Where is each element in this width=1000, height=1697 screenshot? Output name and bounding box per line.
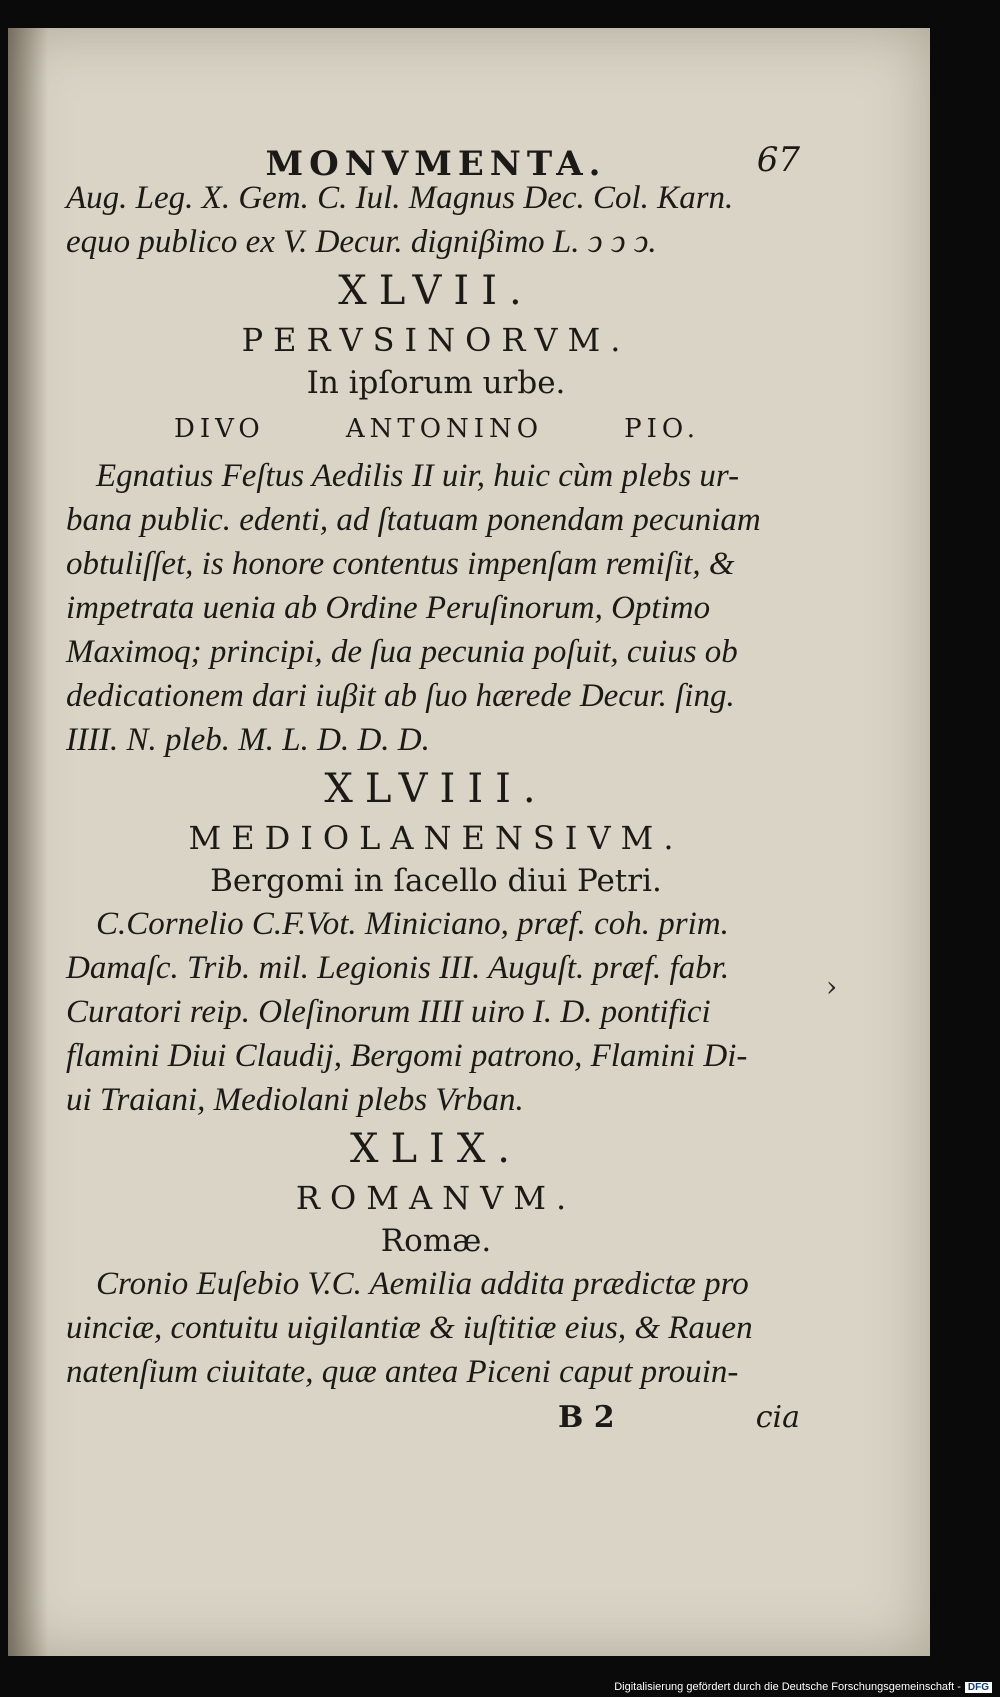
text-line: C.Cornelio C.F.Vot. Miniciano, præf. coh. prim. [96, 906, 729, 942]
text-line: Cronio Euſebio V.C. Aemilia addita prædictæ pro [96, 1266, 749, 1302]
inscription-heading: ROMANVM. [295, 1179, 577, 1217]
text-line: Egnatius Feſtus Aedilis II uir, huic cùm plebs ur- [96, 458, 740, 494]
credit-text: Digitalisierung gefördert durch die Deutsche Forschungsgemeinschaft - [614, 1681, 961, 1693]
inscription-xlix [66, 1122, 806, 1394]
inscription-number: XLIX. [349, 1126, 523, 1172]
inscription-number: XLVIII. [324, 766, 548, 812]
text-line: dedicationem dari iuβit ab ſuo hærede Decur. ſing. [66, 678, 735, 714]
page-number: 67 [756, 140, 800, 180]
text-line: Damaſc. Trib. mil. Legionis III. Auguſt. præf. fabr. [66, 950, 730, 986]
digitization-credit [614, 1681, 992, 1693]
running-title: MONVMENTA. [265, 144, 607, 184]
inscription-heading: PERVSINORVM. [241, 321, 631, 359]
text-line: equo publico ex V. Decur. digniβimo L. ↄ ↄ ↄ. [66, 224, 657, 260]
inscription-heading: MEDIOLANENSIVM. [188, 819, 684, 857]
inscription-number: XLVII. [338, 268, 534, 314]
text-line: natenſium ciuitate, quæ antea Piceni caput prouin- [66, 1354, 739, 1390]
text-line: Aug. Leg. X. Gem. C. Iul. Magnus Dec. Col. Karn. [66, 180, 734, 216]
dedication-word: PIO. [624, 414, 700, 444]
dfg-logo: DFG [965, 1682, 992, 1693]
text-line: IIII. N. pleb. M. L. D. D. D. [66, 722, 430, 758]
text-line: obtuliſſet, is honore contentus impenſam remiſit, & [66, 546, 735, 582]
gutter-shadow [8, 28, 48, 1656]
page-text [66, 120, 806, 1444]
text-line: Curatori reip. Oleſinorum IIII uiro I. D. pontifici [66, 994, 711, 1030]
dedication-word: DIVO [174, 414, 265, 444]
book-page [8, 28, 930, 1656]
inscription-continuation [66, 176, 806, 264]
text-line: uinciæ, contuitu uigilantiæ & iuſtitiæ eius, & Rauen [66, 1310, 753, 1346]
signature-mark: B 2 [558, 1400, 615, 1435]
text-line: flamini Diui Claudij, Bergomi patrono, Flamini Di- [66, 1038, 748, 1074]
text-line: ui Traiani, Mediolani plebs Vrban. [66, 1082, 524, 1118]
margin-mark: › [826, 970, 838, 1003]
inscription-place: In ipſorum urbe. [306, 365, 566, 401]
text-line: bana public. edenti, ad ſtatuam ponendam pecuniam [66, 502, 761, 538]
inscription-xlvii [66, 264, 806, 762]
inscription-place: Bergomi in ſacello diui Petri. [210, 863, 662, 899]
dedication-word: ANTONINO [345, 414, 544, 444]
catchword: cia [755, 1400, 800, 1435]
running-head [66, 120, 806, 184]
text-line: Maximoq; principi, de ſua pecunia poſuit, cuius ob [66, 634, 738, 670]
inscription-xlviii [66, 762, 806, 1122]
inscription-place: Romæ. [380, 1223, 492, 1259]
dedication-line [66, 404, 806, 454]
page-footer [66, 1394, 806, 1444]
text-line: impetrata uenia ab Ordine Peruſinorum, Optimo [66, 590, 711, 626]
